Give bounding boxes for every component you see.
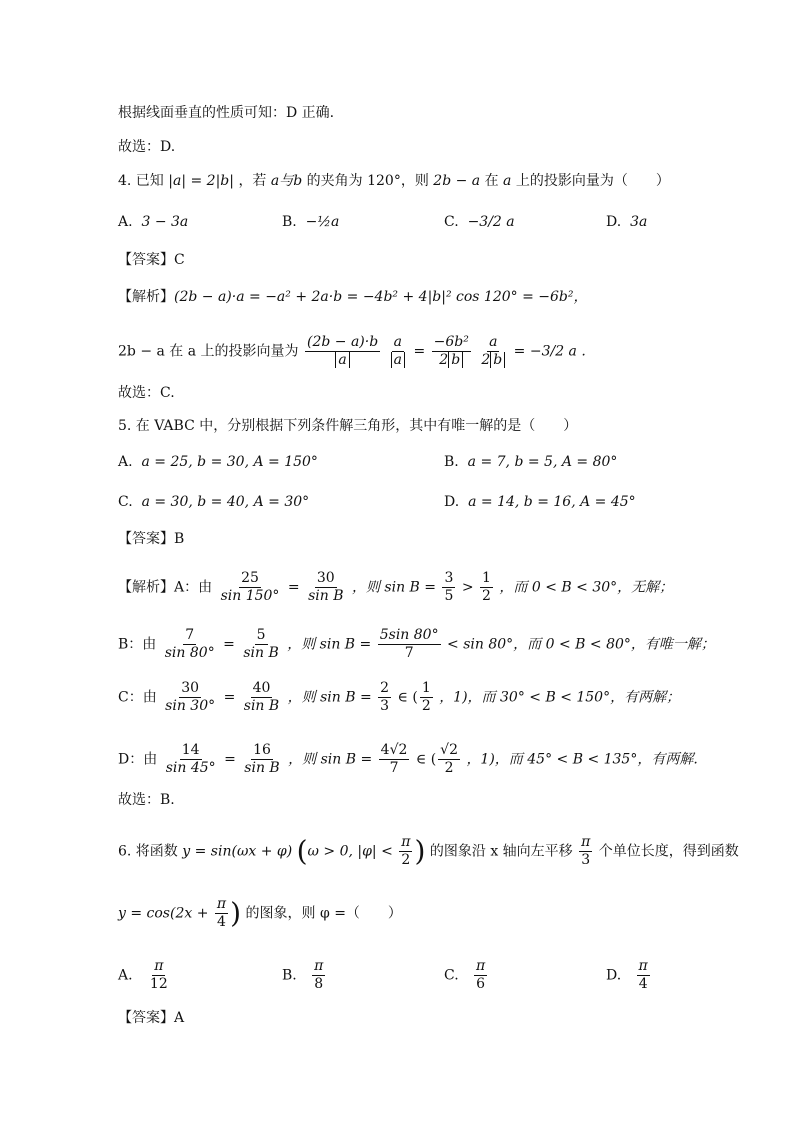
q4-mid4: 在 — [484, 173, 499, 189]
option-num: π — [476, 958, 486, 974]
q5-option-d — [444, 492, 636, 512]
analysis-result: = −3/2 a . — [513, 343, 586, 360]
option-label: D. — [444, 494, 460, 510]
option-text: 3 − 3a — [141, 214, 189, 230]
option-label: C. — [444, 214, 459, 230]
analysis-prefix: 2b − a 在 a 上的投影向量为 — [118, 343, 299, 360]
q4-expr: 2b − a — [433, 173, 481, 189]
q4-suffix: 上的投影向量为（ ） — [515, 173, 670, 189]
unit-fraction: $\frac{a}{2 b}$ — [479, 334, 507, 369]
q4-analysis-line2: 2b − a 在 a 上的投影向量为 $\frac{(2b - a)\cdot b}{a}$ $\frac{a}{a}$ = $\frac{\text{−6b²}}{2 b}$ $\frac{a}{2 b}$ = −3/2 a . — [118, 334, 586, 368]
value-fraction: $\frac{\text{−6b²}}{2 b}$ — [433, 334, 469, 368]
q4-stem — [118, 171, 670, 191]
stem-function: y = sin(ωx + φ) — [182, 843, 293, 860]
q6-stem-line2: y = cos(2x + $\frac{\pi}{4}$ ) 的图象，则 φ =（ ） — [118, 896, 402, 930]
q5-choose: 故选：B. — [118, 792, 175, 808]
q4-option-a — [118, 212, 188, 232]
option-num: π — [314, 958, 324, 974]
q3-choose: 故选：D. — [118, 139, 176, 155]
option-label: A. — [118, 214, 133, 230]
analysis-mid: ，则 sin B = — [288, 751, 373, 768]
q4-analysis-line1 — [118, 287, 588, 307]
option-text: a = 14, b = 16, A = 45° — [468, 494, 636, 510]
analysis-tail: < sin 80°，而 0 < B < 80°，有唯一解； — [447, 636, 715, 653]
q4-option-b — [282, 212, 339, 232]
analysis-tail: ，而 0 < B < 30°，无解； — [499, 579, 674, 596]
q4-answer: 【答案】C — [118, 252, 185, 268]
q5-answer: 【答案】B — [118, 531, 185, 547]
option-label: B. — [282, 214, 297, 230]
option-text: a = 7, b = 5, A = 80° — [467, 454, 618, 470]
analysis-prefix: B：由 — [118, 636, 157, 653]
q4-vectors: a与b — [270, 173, 303, 189]
analysis-mid: ，则 sin B = — [351, 579, 437, 596]
option-label: D. — [606, 214, 622, 230]
q6-option-d — [606, 958, 652, 993]
q5-option-c — [118, 492, 309, 512]
analysis-prefix: C：由 — [118, 689, 157, 706]
option-text: a = 30, b = 40, A = 30° — [141, 494, 310, 510]
q4-choose: 故选：C. — [118, 385, 175, 401]
analysis-prefix: D：由 — [118, 751, 158, 768]
analysis-prefix: 【解析】A：由 — [118, 579, 213, 596]
stem-condition: ω > 0, |φ| < — [307, 843, 393, 860]
analysis-mid: ，则 sin B = — [287, 636, 372, 653]
option-label: A. — [118, 967, 133, 984]
q4-mid3: 的夹角为 120°，则 — [306, 173, 429, 189]
q4-mid1: ，若 — [238, 173, 267, 189]
q5-analysis-a: 【解析】A：由 $\frac{25}{\sin 150^\circ}$ = $\frac{30}{\text{sin B}}$ ，则 sin B = $\frac{3}{5}$ > $\frac{1}{2}$ ，而 0 < B < 30°，无解； — [118, 570, 674, 604]
q4-stem-prefix: 4. 已知 — [118, 173, 164, 189]
option-den: 6 — [476, 976, 486, 992]
option-den: 8 — [314, 976, 324, 992]
option-den: 4 — [638, 976, 648, 992]
stem-mid: 的图象沿 x 轴向左平移 — [429, 843, 573, 860]
q5-analysis-c: C：由 $\frac{30}{\sin 30^\circ}$ = $\frac{40}{\text{sin B}}$ ，则 sin B = $\frac{2}{3}$ ∈ ( $\frac{1}{2}$ ，1)，而 30° < B < 150°，有两解； — [118, 680, 681, 714]
q4-option-c — [444, 212, 515, 232]
q5-analysis-b: B：由 $\frac{7}{\sin 80^\circ}$ = $\frac{5}{\text{sin B}}$ ，则 sin B = $\frac{5\sin 80^\circ}{7}$ < sin 80°，而 0 < B < 80°，有唯一解； — [118, 627, 715, 661]
option-label: D. — [606, 967, 622, 984]
option-num: π — [154, 958, 164, 974]
option-text: −½a — [305, 214, 340, 230]
option-label: C. — [118, 494, 133, 510]
target-function: y = cos(2x + — [118, 905, 209, 922]
option-num: π — [638, 958, 648, 974]
q4-a: a — [503, 173, 512, 189]
q4-option-d — [606, 212, 647, 232]
analysis-tail: ，1)，而 45° < B < 135°，有两解. — [466, 751, 698, 768]
q5-stem: 5. 在 VABC 中，分别根据下列条件解三角形，其中有唯一解的是（ ） — [118, 418, 578, 434]
q5-analysis-d: D：由 $\frac{14}{\sin 45^\circ}$ = $\frac{16}{\text{sin B}}$ ，则 sin B = $\frac{4√2}{7}$ ∈ ( $\frac{√2}{2}$ ，1)，而 45° < B < 135°，有两解. — [118, 742, 698, 776]
q5-option-a — [118, 452, 318, 472]
q3-conclusion: 根据线面垂直的性质可知：D 正确. — [118, 105, 335, 121]
option-label: B. — [444, 454, 459, 470]
option-text: a = 25, b = 30, A = 150° — [141, 454, 318, 470]
stem-prefix: 6. 将函数 — [118, 843, 178, 860]
q6-stem-line1: 6. 将函数 y = sin(ωx + φ) (ω > 0, |φ| < $\frac{\pi}{2}$ ) 的图象沿 x 轴向左平移 $\frac{\pi}{3}$ 个单位长度，得到函数 — [118, 834, 739, 868]
q6-option-b — [282, 958, 327, 993]
analysis-mid: ，则 sin B = — [287, 689, 372, 706]
analysis-label: 【解析】 — [118, 289, 174, 305]
option-text: −3/2 a — [467, 214, 515, 230]
option-label: A. — [118, 454, 133, 470]
option-text: 3a — [630, 214, 648, 230]
analysis-tail: ，1)，而 30° < B < 150°，有两解； — [439, 689, 681, 706]
analysis-equation: (2b − a)·a = −a² + 2a·b = −4b² + 4|b|² cos 120° = −6b²， — [174, 289, 588, 305]
q6-option-c — [444, 958, 489, 993]
option-den: 12 — [149, 976, 168, 992]
stem-suffix: 个单位长度，得到函数 — [598, 843, 739, 860]
unit-vector-fraction: $\frac{a}{a}$ — [389, 334, 407, 369]
stem-suffix: 的图象，则 φ =（ ） — [245, 905, 402, 922]
q4-cond: |a| = 2|b| — [168, 173, 234, 189]
projection-fraction: $\frac{(2b - a)\cdot b}{a}$ — [307, 334, 379, 368]
option-label: B. — [282, 967, 297, 984]
q6-option-a — [118, 958, 172, 993]
q6-answer: 【答案】A — [118, 1010, 185, 1026]
q5-option-b — [444, 452, 617, 472]
option-label: C. — [444, 967, 459, 984]
